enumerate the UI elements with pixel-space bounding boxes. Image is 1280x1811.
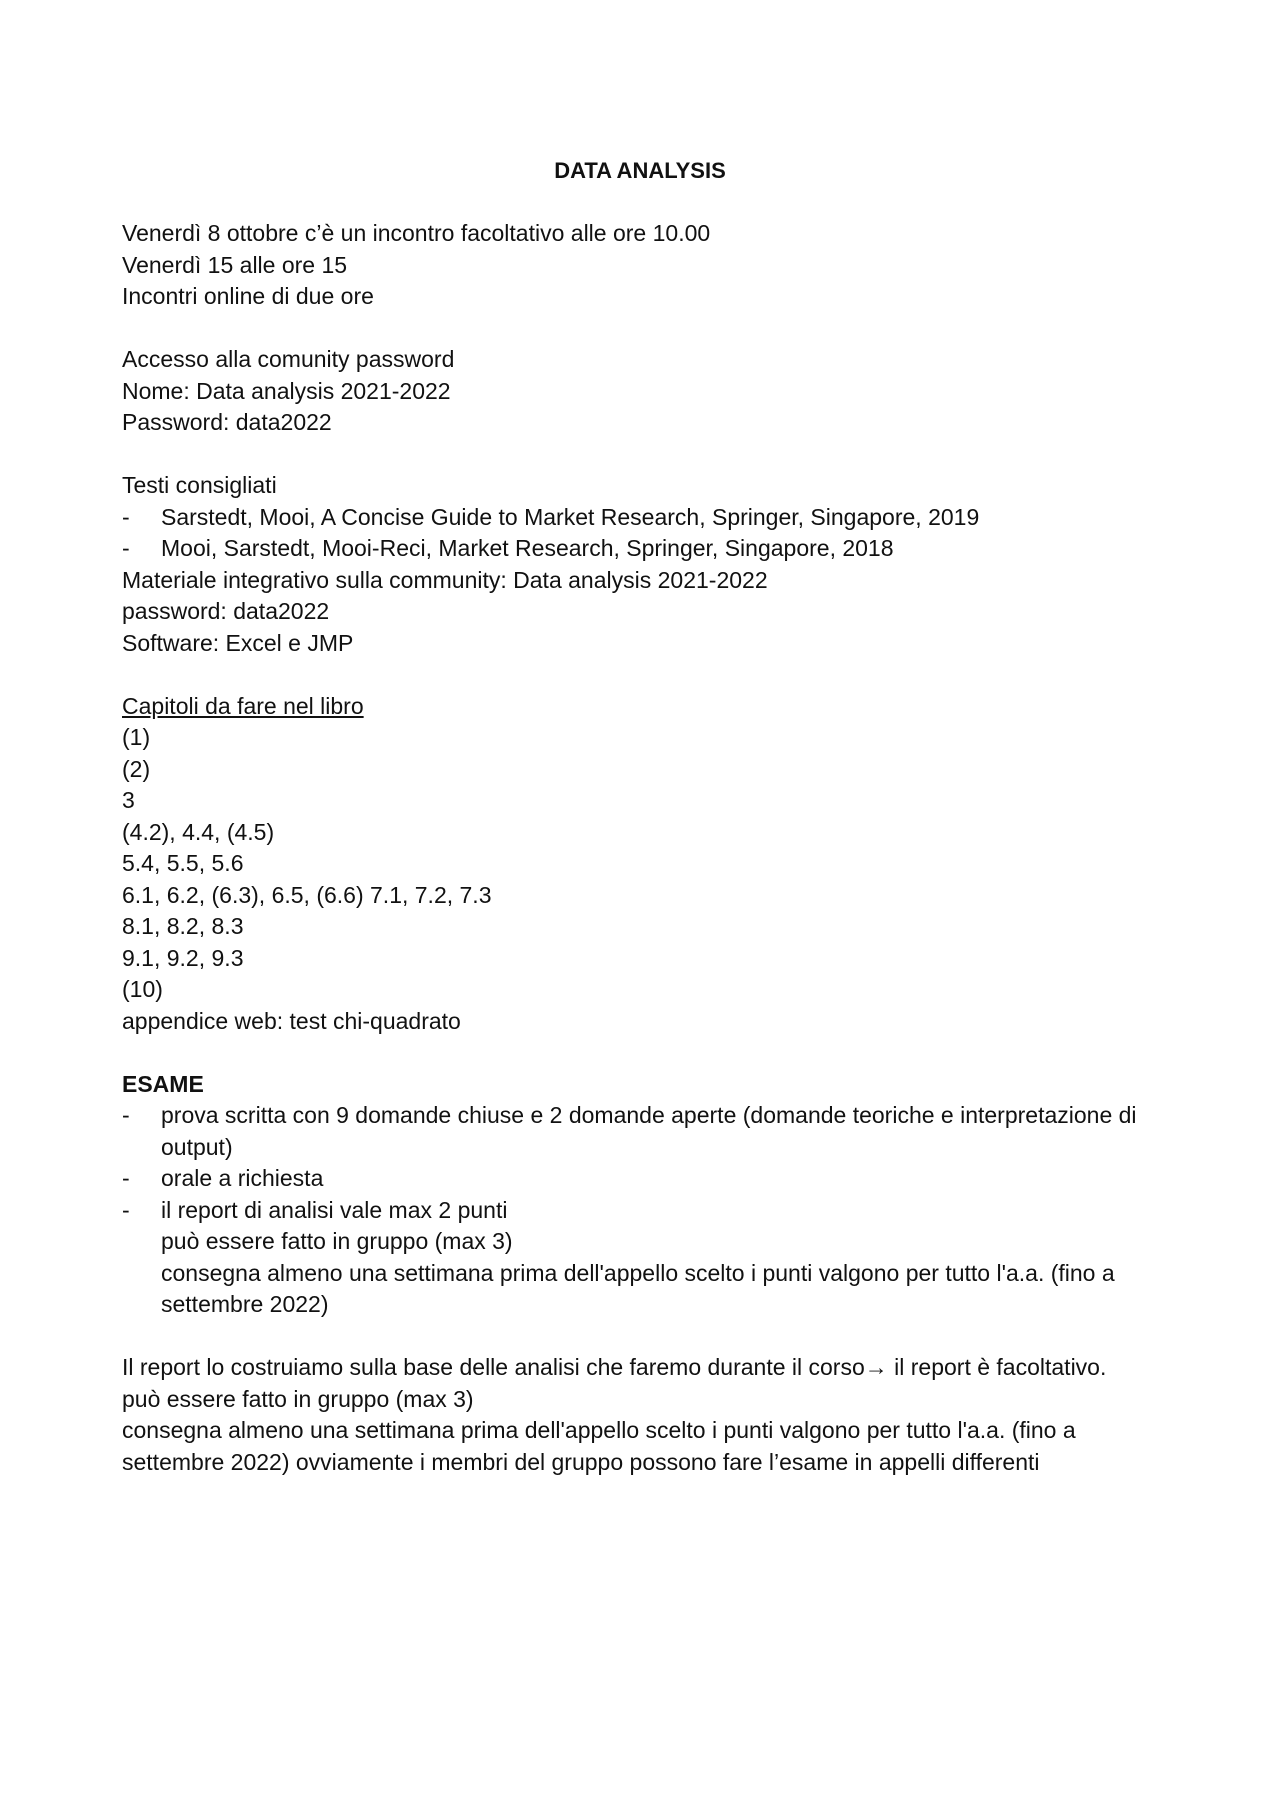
extra-line-2: password: data2022 — [122, 598, 330, 624]
schedule-line-1: Venerdì 8 ottobre c’è un incontro facoltativo alle ore 10.00 — [122, 220, 711, 246]
exam-heading: ESAME — [122, 1070, 204, 1097]
exam-item — [122, 1195, 1182, 1321]
list-dash: - — [122, 535, 130, 561]
exam-item — [122, 1100, 1182, 1163]
access-line-3: Password: data2022 — [122, 409, 332, 435]
chapter-item: 3 — [122, 787, 135, 813]
book-text: Mooi, Sarstedt, Mooi-Reci, Market Research, Springer, Singapore, 2018 — [161, 535, 894, 561]
report-text: il report è facoltativo. — [887, 1354, 1107, 1380]
chapter-item: 5.4, 5.5, 5.6 — [122, 850, 244, 876]
extra-line-3: Software: Excel e JMP — [122, 629, 354, 656]
spacer — [122, 659, 1182, 691]
document-body — [122, 155, 1182, 1478]
exam-item-text: orale a richiesta — [161, 1165, 324, 1191]
exam-item-text: il report di analisi vale max 2 punti — [161, 1196, 508, 1223]
schedule-line-3: Incontri online di due ore — [122, 283, 374, 309]
access-line-1: Accesso alla comunity password — [122, 346, 455, 372]
list-dash: - — [122, 1102, 130, 1128]
access-line-2: Nome: Data analysis 2021-2022 — [122, 377, 451, 404]
chapter-item: (2) — [122, 755, 151, 782]
schedule-line-2: Venerdì 15 alle ore 15 — [122, 251, 348, 278]
exam-item-continuation: può essere fatto in gruppo (max 3) — [161, 1228, 513, 1254]
report-paragraph-line-2: può essere fatto in gruppo (max 3) — [122, 1385, 474, 1412]
chapter-item: (4.2), 4.4, (4.5) — [122, 818, 275, 845]
chapter-item: 9.1, 9.2, 9.3 — [122, 944, 244, 971]
list-dash: - — [122, 1196, 130, 1223]
arrow-icon: → — [864, 1354, 888, 1380]
texts-heading: Testi consigliati — [122, 472, 277, 498]
spacer — [122, 439, 1182, 471]
spacer — [122, 1321, 1182, 1353]
exam-item-text: prova scritta con 9 domande chiuse e 2 domande aperte (domande teoriche e interpretazione di output) — [161, 1102, 1137, 1160]
chapter-item: 8.1, 8.2, 8.3 — [122, 913, 244, 939]
report-paragraph-line-1 — [122, 1352, 1182, 1384]
chapter-item: (10) — [122, 976, 163, 1002]
chapter-item: 6.1, 6.2, (6.3), 6.5, (6.6) 7.1, 7.2, 7.3 — [122, 881, 492, 908]
report-paragraph-line-3: consegna almeno una settimana prima dell'appello scelto i punti valgono per tutto l'a.a. (fino a settembre 2022) ovviamente i membri del gruppo possono fare l’esame in appelli differenti — [122, 1417, 1076, 1475]
chapter-item: (1) — [122, 724, 151, 750]
spacer — [122, 1037, 1182, 1069]
exam-item-continuation: consegna almeno una settimana prima dell'appello scelto i punti valgono per tutto l'a.a. (fino a settembre 2022) — [161, 1259, 1115, 1317]
spacer — [122, 313, 1182, 345]
chapter-item: appendice web: test chi-quadrato — [122, 1007, 461, 1034]
exam-item — [122, 1163, 1182, 1195]
book-item — [122, 502, 1182, 534]
list-dash: - — [122, 503, 130, 530]
book-text: Sarstedt, Mooi, A Concise Guide to Market Research, Springer, Singapore, 2019 — [161, 503, 980, 530]
chapters-heading: Capitoli da fare nel libro — [122, 692, 364, 719]
extra-line-1: Materiale integrativo sulla community: Data analysis 2021-2022 — [122, 566, 768, 593]
report-text: Il report lo costruiamo sulla base delle analisi che faremo durante il corso — [122, 1354, 865, 1380]
list-dash: - — [122, 1165, 130, 1191]
document-title: DATA ANALYSIS — [554, 158, 726, 183]
book-item — [122, 533, 1182, 565]
